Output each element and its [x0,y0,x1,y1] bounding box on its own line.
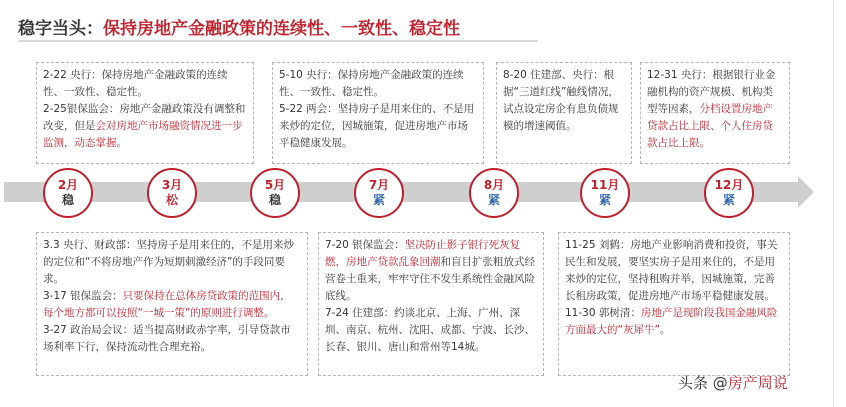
timeline-node-jul: 7月 紧 [354,168,404,218]
policy-text: 2-22 央行：保持房地产金融政策的连续性、一致性、稳定性。 [43,69,228,98]
policy-text: 3-17 银保监会：只要保持在总体房贷政策的范围内，每个地方都可以按照“一城一策”的原则进行调整。 [43,290,291,319]
timeline-node-nov: 11月 紧 [580,168,630,218]
policy-box-may [272,62,484,164]
policy-box-mar [36,232,308,376]
policy-text: 7-24 住建部：约谈北京、上海、广州、深圳、南京、杭州、沈阳、成都、宁波、长沙、长春、银川、唐山和常州等14城。 [325,307,535,353]
page-title [18,14,460,39]
policy-text: 2-25银保监会：房地产金融政策没有调整和改变，但是会对房地产市场融资情况进一步监测，动态掌握。 [43,103,246,149]
title-main: 保持房地产金融政策的连续性、一致性、稳定性 [103,19,460,39]
policy-box-feb [36,62,254,164]
policy-text: 3-27 政治局会议：适当提高财政赤字率，引导贷款市场利率下行，保持流动性合理充裕。 [43,324,291,353]
policy-text: 8-20 住建部、央行：根据“三道红线”触线情况，试点设定房企有息负债规模的增速阈值。 [503,69,619,132]
timeline-node-dec: 12月 紧 [704,168,754,218]
watermark: 头条 @房产周说 [678,374,788,392]
timeline-arrow-icon [798,176,814,208]
policy-text: 5-22 两会：坚持房子是用来住的、不是用来炒的定位，因城施策，促进房地产市场平稳健康发展。 [279,103,475,149]
timeline-node-may: 5月 稳 [250,168,300,218]
policy-text: 11-25 刘鹤：房地产业影响消费和投资，事关民生和发展，要坚实房子是用来住的，不是用来炒的定位，坚持租购并举，因城施策，完善长租房政策，促进房地产市场平稳健康发展。 [565,239,778,302]
policy-box-jul [318,232,544,376]
policy-text: 12-31 央行：根据银行业金融机构的资产规模、机构类型等因素，分档设置房地产贷款占比上限、个人住房贷款占比上限。 [647,69,776,149]
policy-box-nov [558,232,790,376]
timeline-node-feb: 2月 稳 [43,168,93,218]
policy-text: 11-30 郭树清：房地产是现阶段我国金融风险方面最大的“灰犀牛”。 [565,307,778,336]
timeline-node-aug: 8月 紧 [469,168,519,218]
policy-text: 7-20 银保监会：坚决防止影子银行死灰复燃，房地产贷款乱象回潮和盲目扩张粗放式经营卷土重来，牢牢守住不发生系统性金融风险底线。 [325,239,535,302]
policy-box-dec [640,62,790,164]
title-prefix: 稳字当头： [18,19,103,39]
timeline-node-mar: 3月 松 [147,168,197,218]
policy-box-aug [496,62,632,164]
policy-text: 3.3 央行、财政部：坚持房子是用来住的，不是用来炒的定位和“不将房地产作为短期刺激经济”的手段同要求。 [43,239,295,285]
title-divider [18,40,538,42]
policy-text: 5-10 央行：保持房地产金融政策的连续性、一致性、稳定性。 [279,69,464,98]
right-border [833,0,834,407]
